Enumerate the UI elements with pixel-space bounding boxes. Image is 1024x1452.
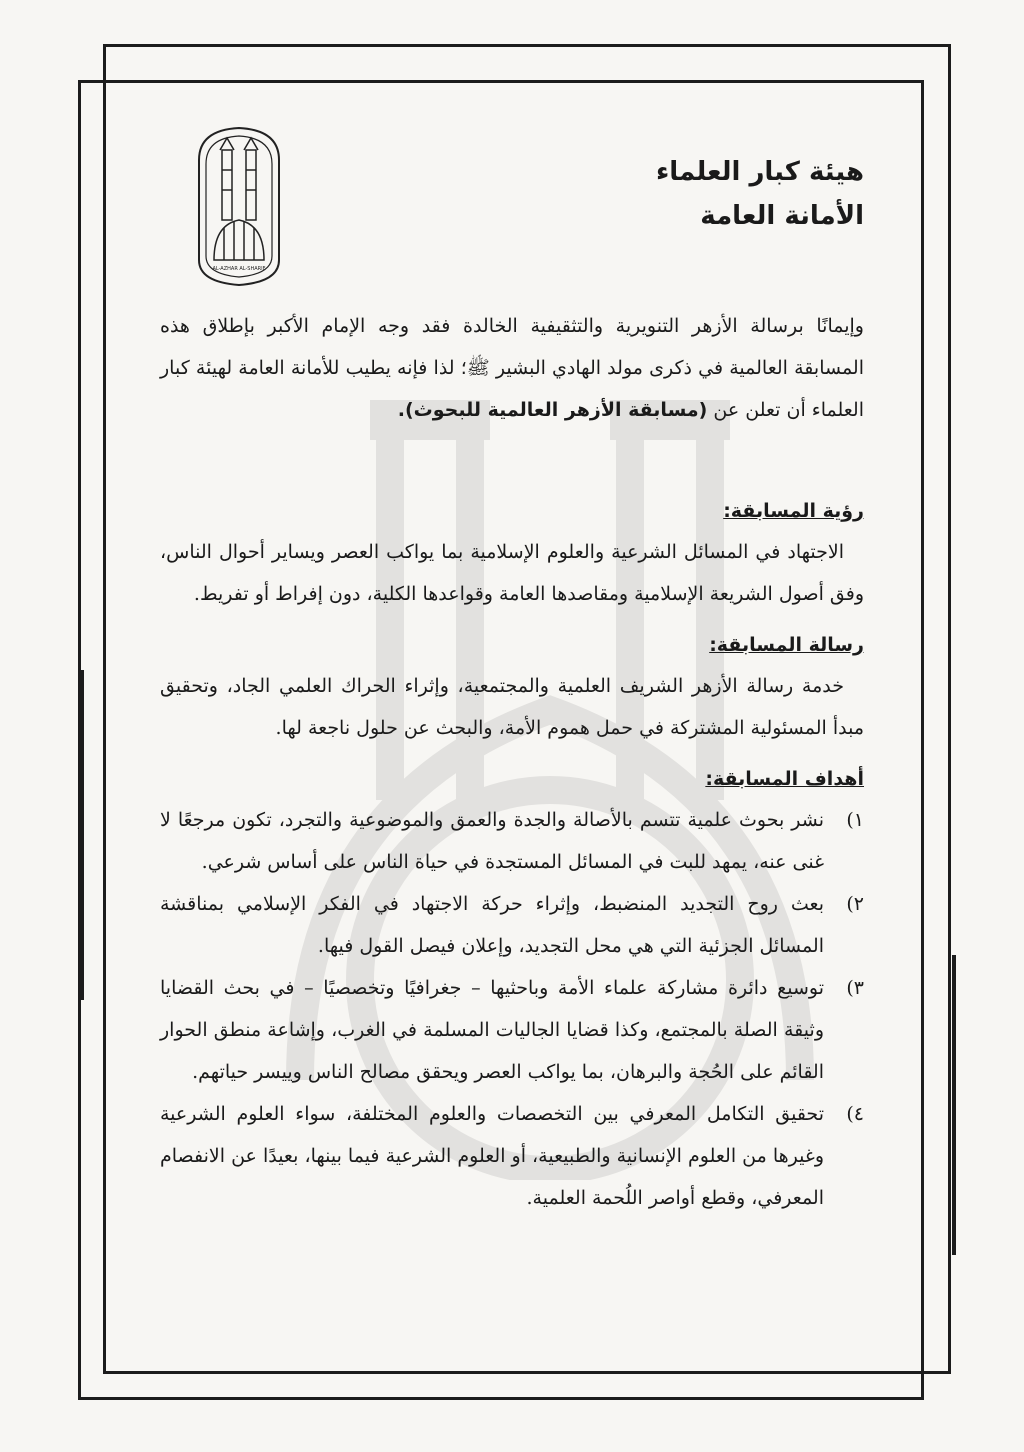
goal-text: تحقيق التكامل المعرفي بين التخصصات والعلوم المختلفة، سواء العلوم الشرعية وغيرها من العلوم الإنسانية والطبيعية، أو العلوم الشرعية فيما بينها، بعيدًا عن الانفصام المعرفي، وقطع أواصر اللُحمة العلمية. xyxy=(160,1103,824,1209)
al-azhar-logo xyxy=(184,120,294,290)
mission-title: رسالة المسابقة: xyxy=(709,634,864,656)
competition-name: (مسابقة الأزهر العالمية للبحوث). xyxy=(397,399,708,421)
vision-text: الاجتهاد في المسائل الشرعية والعلوم الإسلامية بما يواكب العصر ويساير أحوال الناس، وفق أصول الشريعة الإسلامية ومقاصدها العامة وقواعدها الكلية، دون إفراط أو تفريط. xyxy=(160,541,864,605)
right-margin-bar xyxy=(952,955,956,1255)
logo-caption: AL-AZHAR AL-SHARIF xyxy=(212,266,266,272)
document-body xyxy=(160,305,864,1219)
goal-text: بعث روح التجديد المنضبط، وإثراء حركة الاجتهاد في الفكر الإسلامي بمناقشة المسائل الجزئية التي هي محل التجديد، وإعلان فيصل القول فيها. xyxy=(160,893,824,957)
intro-text: وإيمانًا برسالة الأزهر التنويرية والتثقيفية الخالدة فقد وجه الإمام الأكبر بإطلاق هذه المسابقة العالمية في ذكرى مولد الهادي البشير ﷺ؛ لذا فإنه يطيب للأمانة العامة لهيئة كبار العلماء أن تعلن عن xyxy=(160,315,864,421)
left-margin-bar xyxy=(80,670,84,1000)
goal-number: ٣) xyxy=(846,977,864,999)
goal-text: توسيع دائرة مشاركة علماء الأمة وباحثيها – جغرافيًا وتخصصيًا – في بحث القضايا وثيقة الصلة بالمجتمع، وكذا قضايا الجاليات المسلمة في الغرب، وإشاعة منطق الحوار القائم على الحُجة والبرهان، بما يواكب العصر ويحقق مصالح الناس وييسر حياتهم. xyxy=(160,977,824,1083)
vision-title: رؤية المسابقة: xyxy=(723,500,864,522)
intro-paragraph xyxy=(160,305,864,431)
goal-number: ٤) xyxy=(846,1103,864,1125)
secretariat-name: الأمانة العامة xyxy=(700,201,864,231)
goal-text: نشر بحوث علمية تتسم بالأصالة والجدة والعمق والموضوعية والتجرد، تكون مرجعًا لا غنى عنه، يمهد للبت في المسائل المستجدة في حياة الناس على أساس شرعي. xyxy=(160,809,824,873)
goal-item xyxy=(160,799,864,883)
goal-item xyxy=(160,1093,864,1219)
goal-item xyxy=(160,883,864,967)
document-header xyxy=(656,150,864,238)
goal-number: ٢) xyxy=(846,893,864,915)
mission-text: خدمة رسالة الأزهر الشريف العلمية والمجتمعية، وإثراء الحراك العلمي الجاد، وتحقيق مبدأ المسئولية المشتركة في حمل هموم الأمة، والبحث عن حلول ناجعة لها. xyxy=(160,675,864,739)
goals-title: أهداف المسابقة: xyxy=(705,768,864,790)
goal-item xyxy=(160,967,864,1093)
goal-number: ١) xyxy=(846,809,864,831)
council-name: هيئة كبار العلماء xyxy=(655,157,864,187)
